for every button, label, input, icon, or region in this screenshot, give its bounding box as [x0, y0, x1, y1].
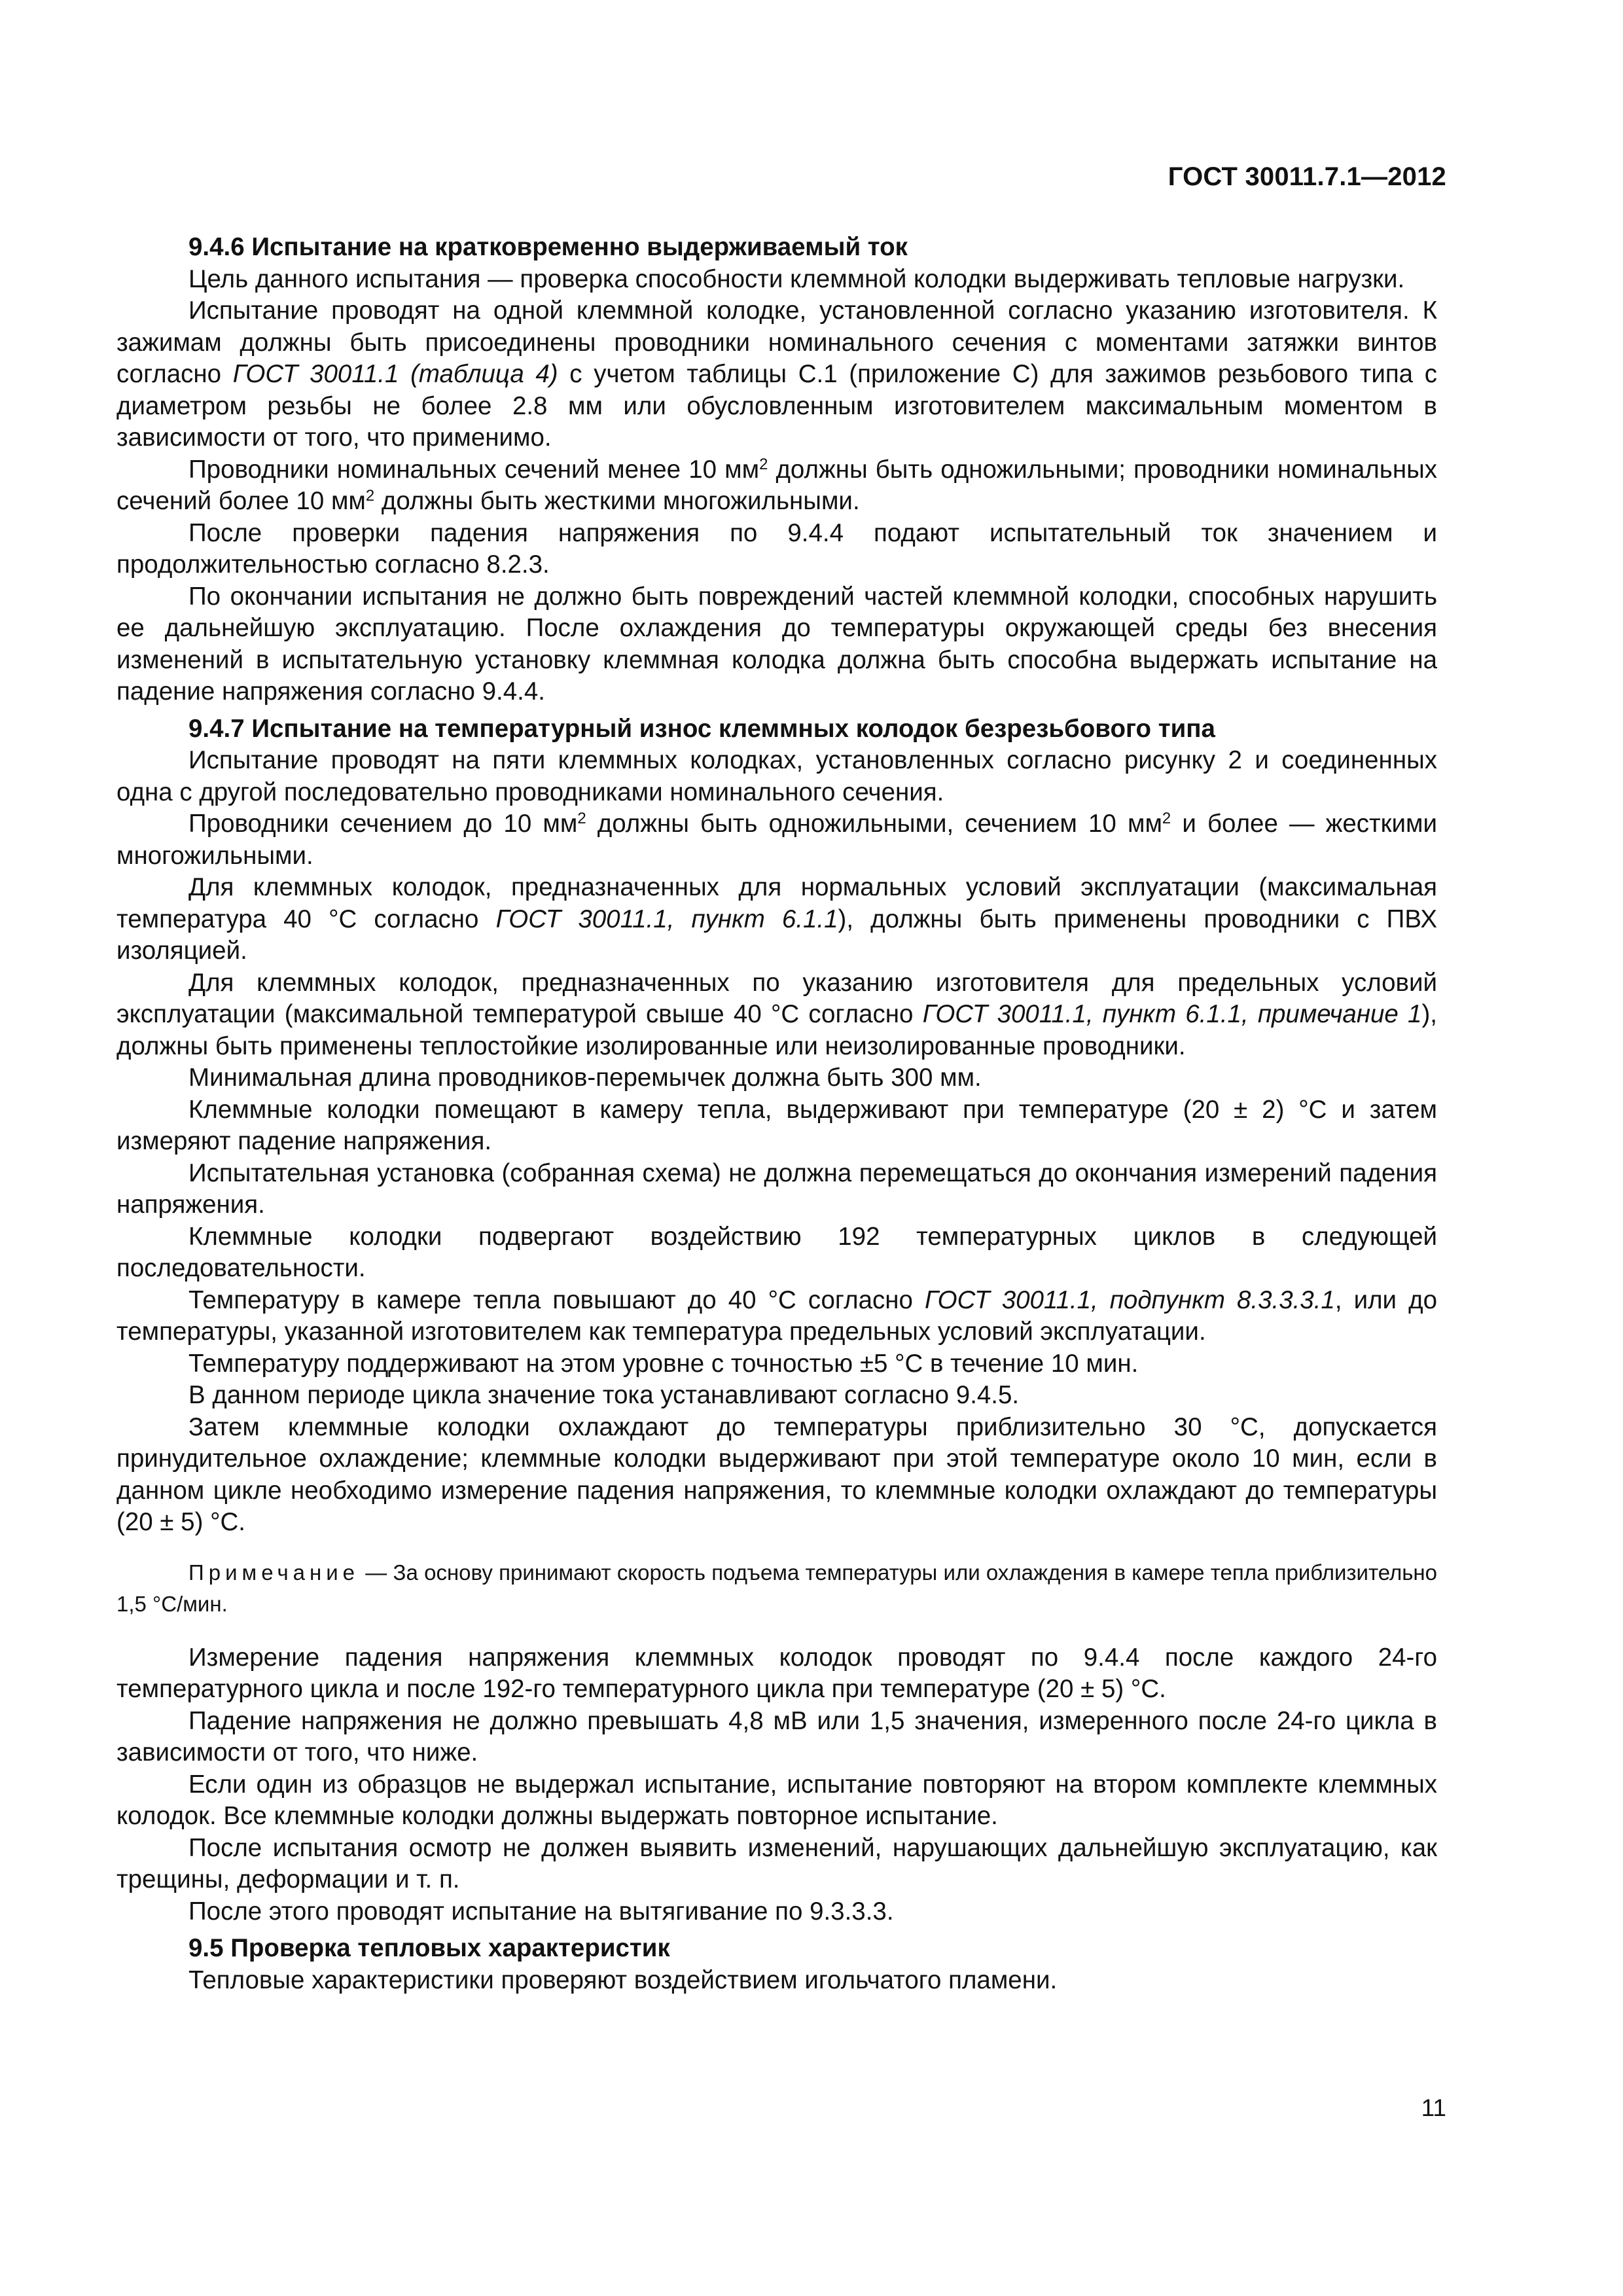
paragraph: Если один из образцов не выдержал испытание, испытание повторяют на втором комплекте клеммных колодок. Все клеммные колодки должны выдержать повторное испытание. [116, 1770, 1437, 1830]
paragraph: Температуру в камере тепла повышают до 40 °С согласно ГОСТ 30011.1, подпункт 8.3.3.3.1, или до температуры, указанной изготовителем как температура предельных условий эксплуатации. [116, 1285, 1437, 1346]
document-code-header: ГОСТ 30011.7.1—2012 [1168, 162, 1446, 191]
paragraph: Испытание проводят на пяти клеммных колодках, установленных согласно рисунку 2 и соединенных одна с другой последовательно проводниками номинального сечения. [116, 746, 1437, 806]
paragraph: После проверки падения напряжения по 9.4.4 подают испытательный ток значением и продолжительностью согласно 8.2.3. [116, 518, 1437, 579]
paragraph: Минимальная длина проводников-перемычек должна быть 300 мм. [188, 1064, 982, 1092]
paragraph: Клеммные колодки помещают в камеру тепла, выдерживают при температуре (20 ± 2) °С и затем измеряют падение напряжения. [116, 1095, 1437, 1155]
paragraph: Падение напряжения не должно превышать 4,8 мВ или 1,5 значения, измеренного после 24-го цикла в зависимости от того, что ниже. [116, 1706, 1437, 1767]
paragraph: Проводники сечением до 10 $мм^2$ должны быть одножильными, сечением 10 $мм^2$ и более — жесткими многожильными. [116, 809, 1437, 870]
page-body [116, 232, 1437, 1996]
paragraph: Затем клеммные колодки охлаждают до температуры приблизительно 30 °С, допускается принудительное охлаждение; клеммные колодки выдерживают при этой температуре около 10 мин, если в данном цикле необходимо измерение падения напряжения, то клеммные колодки охлаждают до температуры (20 ± 5) °С. [116, 1412, 1437, 1536]
section-heading-9-5: 9.5 Проверка тепловых характеристик [188, 1934, 670, 1962]
paragraph: Температуру поддерживают на этом уровне с точностью ±5 °С в течение 10 мин. [188, 1349, 1139, 1378]
standard-reference: ГОСТ 30011.1, подпункт 8.3.3.3.1 [924, 1285, 1335, 1314]
section-heading-9-4-6: 9.4.6 Испытание на кратковременно выдерживаемый ток [188, 233, 908, 261]
paragraph: Испытание проводят на одной клеммной колодке, установленной согласно указанию изготовителя. К зажимам должны быть присоединены проводники номинального сечения с моментами затяжки винтов согласно ГОСТ 30011.1 (таблица 4) с учетом таблицы С.1 (приложение С) для зажимов резьбового типа с диаметром резьбы не более 2.8 мм или обусловленным изготовителем максимальным моментом в зависимости от того, что применимо. [116, 296, 1438, 452]
note-label: Примечание [188, 1560, 360, 1585]
page-number: 11 [1421, 2094, 1446, 2121]
standard-reference: ГОСТ 30011.1 (таблица 4) [232, 360, 558, 388]
paragraph: Испытательная установка (собранная схема) не должна перемещаться до окончания измерений падения напряжения. [116, 1158, 1437, 1219]
paragraph: Проводники номинальных сечений менее 10 $мм^2$ должны быть одножильными; проводники номинальных сечений более 10 $мм^2$ должны быть жесткими многожильными. [116, 455, 1438, 515]
paragraph: Измерение падения напряжения клеммных колодок проводят по 9.4.4 после каждого 24-го температурного цикла и после 192-го температурного цикла при температуре (20 ± 5) °С. [116, 1643, 1437, 1703]
paragraph: По окончании испытания не должно быть повреждений частей клеммной колодки, способных нарушить ее дальнейшую эксплуатацию. После охлаждения до температуры окружающей среды без внесения изменений в испытательную установку клеммная колодка должна быть способна выдержать испытание на падение напряжения согласно 9.4.4. [116, 582, 1437, 706]
paragraph: После испытания осмотр не должен выявить изменений, нарушающих дальнейшую эксплуатацию, как трещины, деформации и т. п. [116, 1833, 1437, 1893]
paragraph: Для клеммных колодок, предназначенных по указанию изготовителя для предельных условий эксплуатации (максимальной температурой свыше 40 °С согласно ГОСТ 30011.1, пункт 6.1.1, примечание 1), должны быть применены теплостойкие изолированные или неизолированные проводники. [116, 968, 1437, 1060]
paragraph: Тепловые характеристики проверяют воздействием игольчатого пламени. [188, 1965, 1058, 1994]
standard-reference: ГОСТ 30011.1, пункт 6.1.1 [495, 905, 838, 933]
standard-reference: ГОСТ 30011.1, пункт 6.1.1, примечание 1 [922, 1000, 1422, 1028]
paragraph: Клеммные колодки подвергают воздействию 192 температурных циклов в следующей последовательности. [116, 1222, 1437, 1282]
paragraph: В данном периоде цикла значение тока устанавливают согласно 9.4.5. [188, 1381, 1020, 1409]
section-heading-9-4-7: 9.4.7 Испытание на температурный износ клеммных колодок безрезьбового типа [188, 714, 1215, 743]
paragraph: После этого проводят испытание на вытягивание по 9.3.3.3. [188, 1897, 894, 1926]
note: Примечание — За основу принимают скорость подъема температуры или охлаждения в камере тепла приблизительно 1,5 °С/мин. [116, 1560, 1437, 1616]
paragraph: Для клеммных колодок, предназначенных для нормальных условий эксплуатации (максимальная температура 40 °С согласно ГОСТ 30011.1, пункт 6.1.1), должны быть применены проводники с ПВХ изоляцией. [116, 873, 1437, 965]
paragraph: Цель данного испытания — проверка способности клеммной колодки выдерживать тепловые нагрузки. [188, 264, 1405, 293]
